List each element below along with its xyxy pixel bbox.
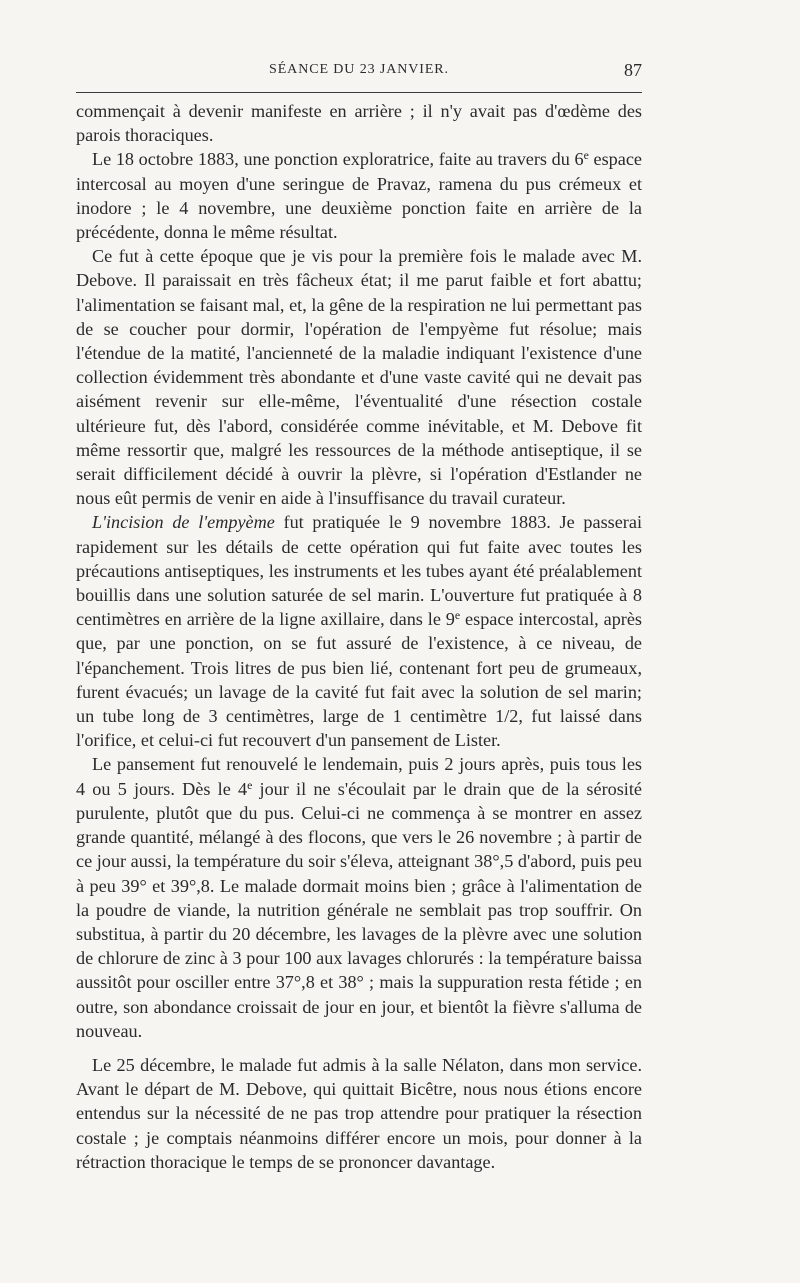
paragraph-3: Ce fut à cette époque que je vis pour la première fois le malade avec M. Debove. Il paraissait en très fâcheux état; il me parut faible et fort abattu; l'alimentation se faisant mal, et, la gêne de la respiration ne lui permettant pas de se coucher pour dormir, l'opération de l'empyème fut résolue; mais l'étendue de la matité, l'ancienneté de la maladie indiquant l'existence d'une collection évidemment très abondante et d'une vaste cavité qui ne devait pas aisément revenir sur elle-même, l'éventualité d'une résection costale ultérieure fut, dès l'abord, considérée comme inévitable, et M. Debove fit même ressortir que, malgré les ressources de la méthode antiseptique, il se serait difficilement décidé à ouvrir la plèvre, si l'opération d'Estlander ne nous eût permis de venir en aide à l'insuffisance du travail curateur. xyxy=(76,246,642,509)
paragraph-4-superscript: e xyxy=(454,608,461,623)
paragraph-4-italic-lead: L'incision de l'empyème xyxy=(92,512,275,533)
paragraph-4 xyxy=(76,510,642,752)
running-head xyxy=(76,60,642,84)
body-text xyxy=(76,99,642,1174)
paragraph-2 xyxy=(76,147,642,244)
paragraph-6: Le 25 décembre, le malade fut admis à la salle Nélaton, dans mon service. Avant le départ de M. Debove, qui quittait Bicêtre, nous nous étions encore entendus sur la nécessité de ne pas trop attendre pour pratiquer la résection costale ; je comptais néanmoins différer encore un mois, pour donner à la rétraction thoracique le temps de se prononcer davantage. xyxy=(76,1054,642,1172)
paragraph-5-superscript: e xyxy=(247,777,253,792)
paragraph-5-text-a: Le pansement fut renouvelé le lendemain, puis 2 jours après, puis tous les 4 ou 5 jours. Dès le 4 xyxy=(76,754,642,799)
paragraph-1: commençait à devenir manifeste en arrière ; il n'y avait pas d'œdème des parois thoraciques. xyxy=(76,101,642,146)
paragraph-2-text-b: espace intercosal au moyen d'une seringue de Pravaz, ramena du pus crémeux et inodore ; le 4 novembre, une deuxième ponction faite en arrière de la précédente, donna le même résultat. xyxy=(76,149,642,243)
paragraph-4-text-a: fut pratiquée le 9 novembre 1883. Je passerai rapidement sur les détails de cette opération qui fut faite avec toutes les précautions antiseptiques, les instruments et les tubes ayant été préalablement bouillis dans une solution saturée de sel marin. L'ouverture fut pratiquée à 8 centimètres en arrière de la ligne axillaire, dans le 9 xyxy=(76,512,642,630)
running-title: SÉANCE DU 23 JANVIER. xyxy=(269,62,449,77)
paragraph-5 xyxy=(76,752,642,1042)
paragraph-4-text-b: espace intercostal, après que, par une ponction, on se fut assuré de l'existence, à ce niveau, de l'épanchement. Trois litres de pus bien lié, contenant fort peu de grumeaux, furent évacués; un lavage de la cavité fut fait avec la solution de sel marin; un tube long de 3 centimètres, large de 1 centimètre 1/2, fut laissé dans l'orifice, et celui-ci fut recouvert d'un pansement de Lister. xyxy=(76,609,642,751)
paragraph-5-text-b: jour il ne s'écoulait par le drain que de la sérosité purulente, plutôt que du pus. Celui-ci ne commença à se montrer en assez grande quantité, mélangé à des flocons, que vers le 26 novembre ; à partir de ce jour aussi, la température du soir s'éleva, atteignant 38°,5 d'abord, puis peu à peu 39° et 39°,8. Le malade dormait moins bien ; grâce à l'alimentation de la poudre de viande, la nutrition générale ne semblait pas trop souffrir. On substitua, à partir du 20 décembre, les lavages de la plèvre avec une solution de chlorure de zinc à 3 pour 100 aux lavages chlorurés : la température baissa aussitôt pour osciller entre 37°,8 et 38° ; mais la suppuration resta fétide ; en outre, son abondance croissait de jour en jour, et bientôt la fièvre s'alluma de nouveau. xyxy=(76,778,642,1041)
header-rule xyxy=(76,92,642,93)
page-number: 87 xyxy=(624,60,642,80)
paragraph-2-text-a: Le 18 octobre 1883, une ponction exploratrice, faite au travers du 6 xyxy=(92,149,584,170)
paragraph-2-superscript: e xyxy=(583,148,589,163)
